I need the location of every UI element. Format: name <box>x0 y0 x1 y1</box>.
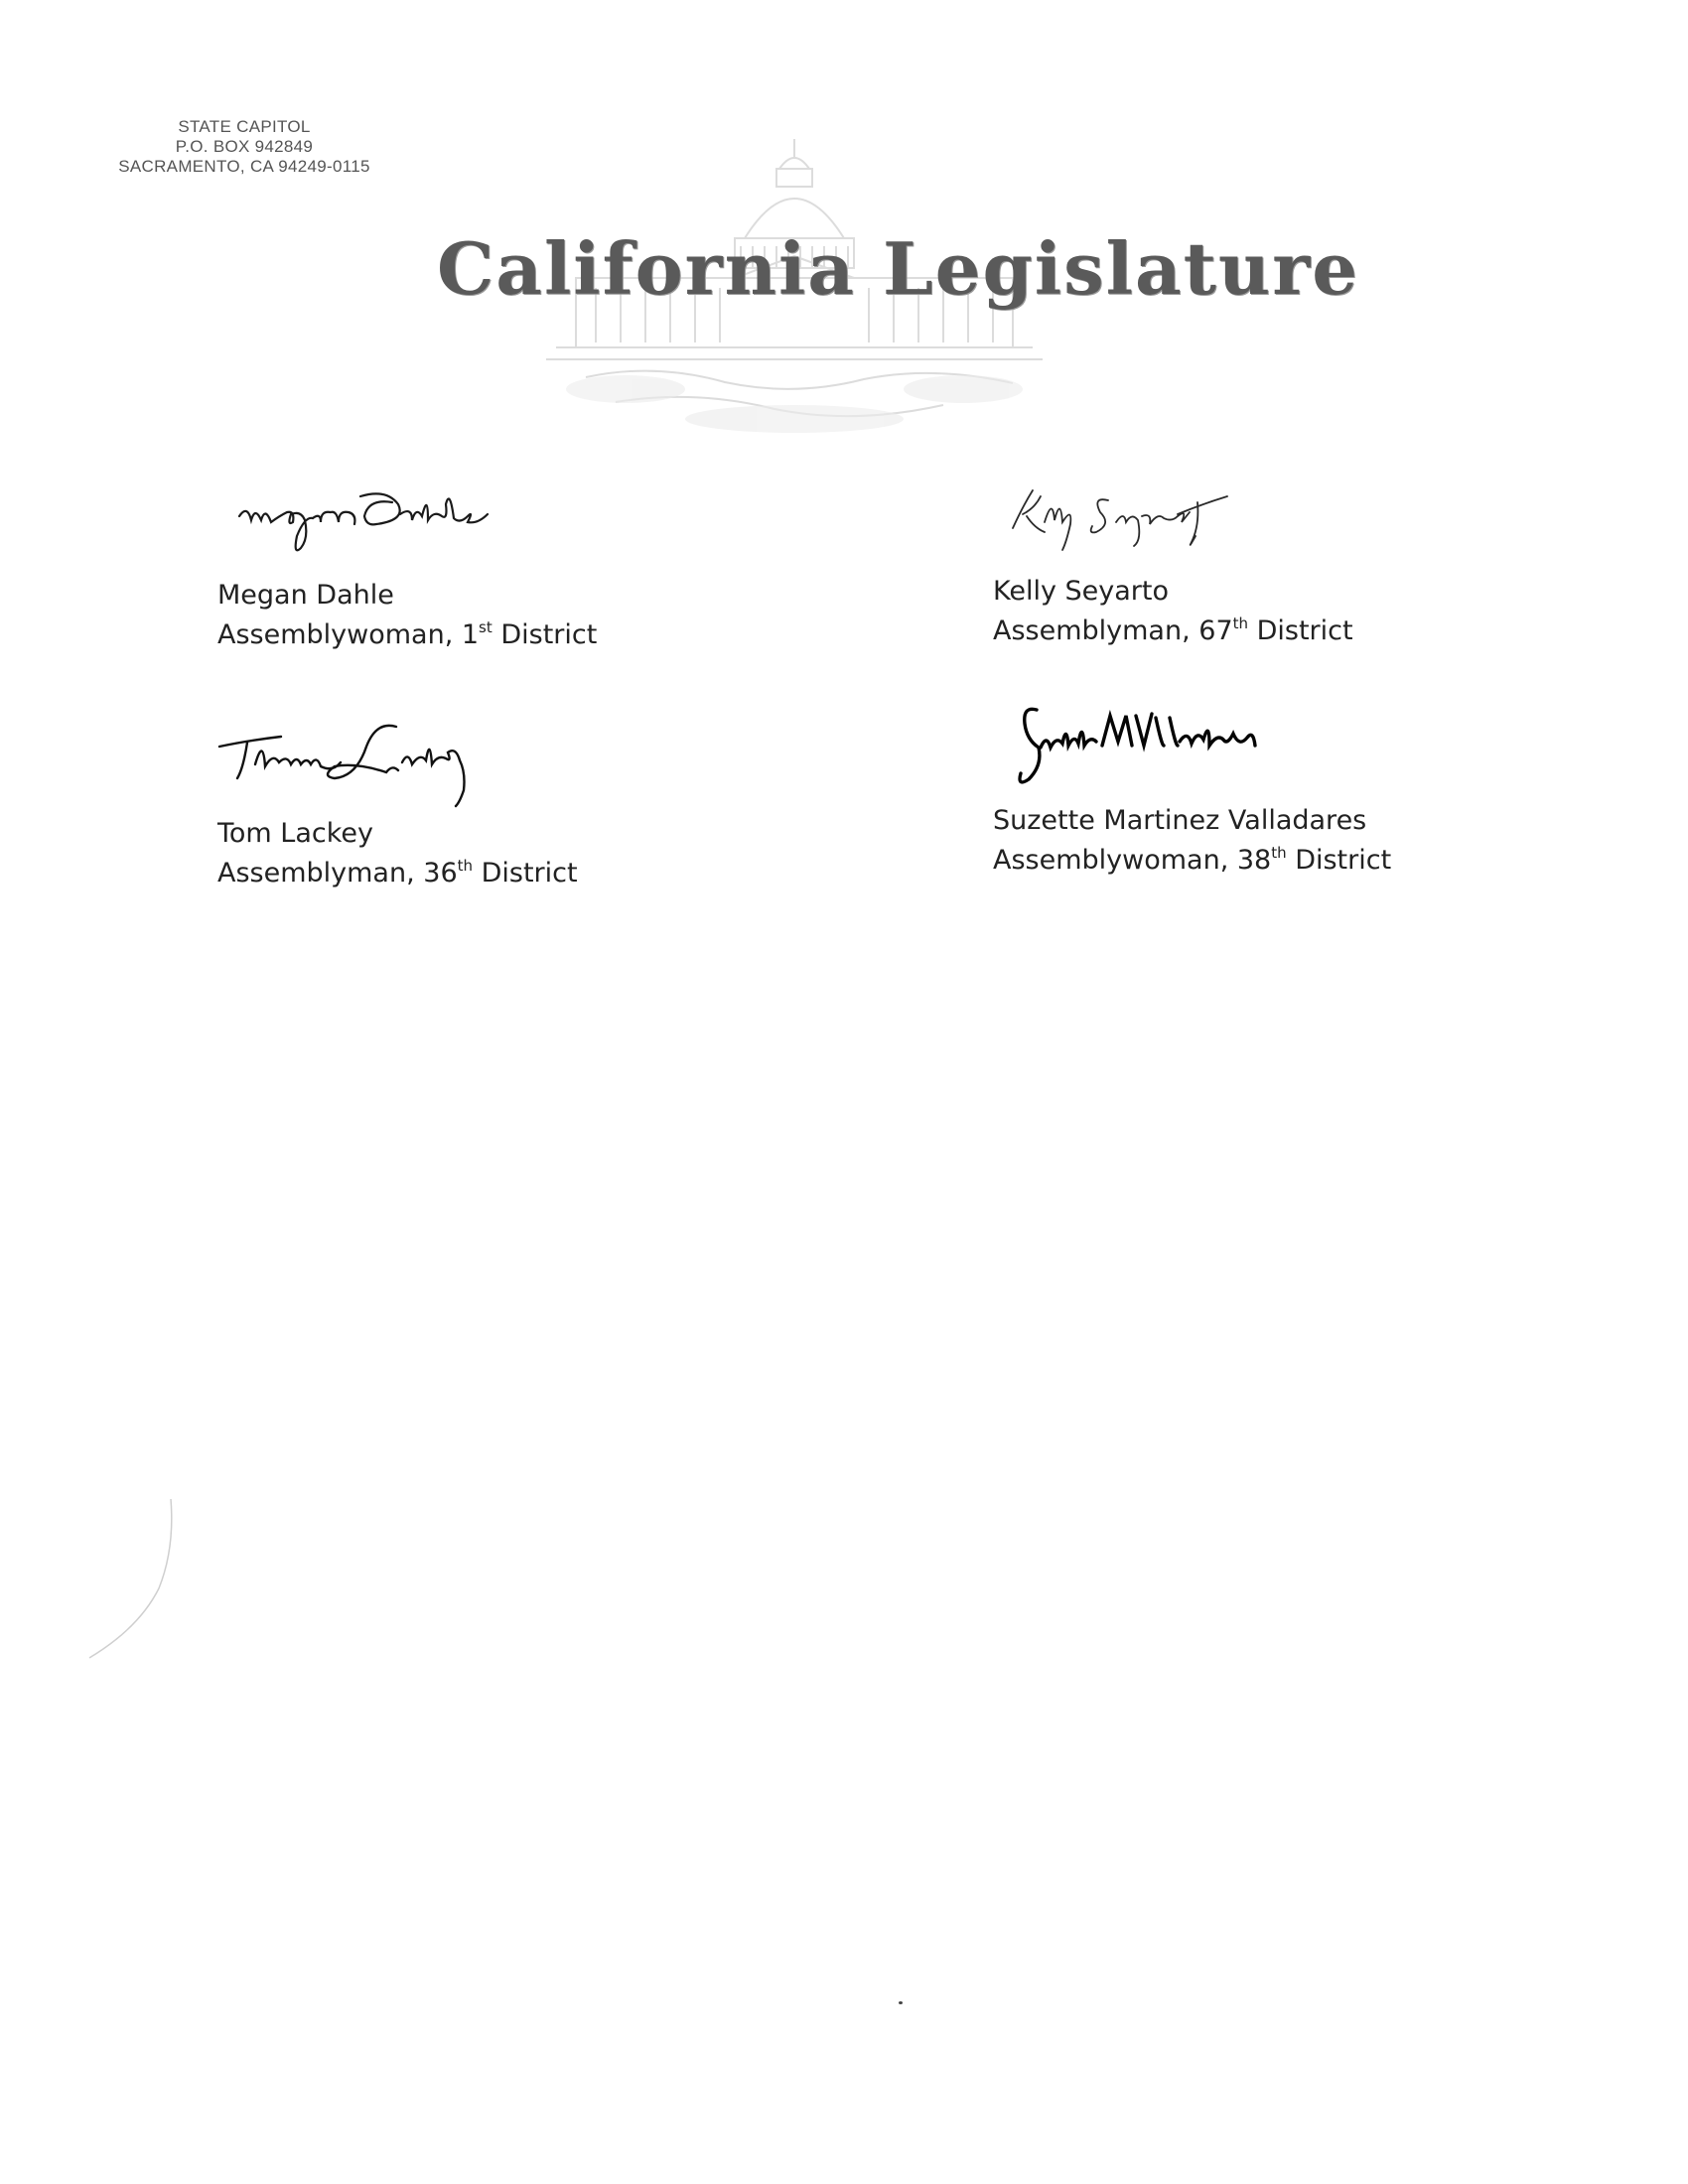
signer-name: Tom Lackey <box>217 818 374 849</box>
paper-crease-mark <box>79 1489 189 1668</box>
letterhead-address <box>99 117 389 177</box>
signer-block <box>217 707 774 893</box>
signature-kelly-seyarto <box>993 467 1331 576</box>
signer-title <box>993 612 1549 651</box>
letterhead-title: California Legislature <box>437 226 1360 311</box>
signer-block <box>217 467 774 655</box>
signer-title <box>217 615 774 655</box>
signer-name: Kelly Seyarto <box>993 576 1170 607</box>
scan-speck <box>899 2001 903 2004</box>
signature-suzette-valladares <box>993 690 1331 799</box>
title-ordinal: th <box>457 857 474 875</box>
title-ordinal: st <box>479 618 492 636</box>
signature-thomas-lackey <box>217 707 555 816</box>
title-prefix: Assemblywoman, 38 <box>993 845 1272 876</box>
signer-title <box>993 841 1549 881</box>
title-end: District <box>1286 845 1392 876</box>
signer-name: Suzette Martinez Valladares <box>993 805 1367 836</box>
address-line: P.O. BOX 942849 <box>175 137 314 156</box>
title-end: District <box>473 858 578 888</box>
address-line: STATE CAPITOL <box>178 117 311 136</box>
address-line: SACRAMENTO, CA 94249-0115 <box>118 157 370 176</box>
signer-block <box>993 467 1549 651</box>
signature-megan-dahle <box>217 467 555 576</box>
title-prefix: Assemblyman, 36 <box>217 858 458 888</box>
signer-name: Megan Dahle <box>217 580 394 611</box>
title-prefix: Assemblyman, 67 <box>993 615 1233 646</box>
signer-block <box>993 690 1549 881</box>
title-end: District <box>492 619 598 650</box>
title-ordinal: th <box>1271 844 1287 862</box>
title-prefix: Assemblywoman, 1 <box>217 619 480 650</box>
signer-title <box>217 854 774 893</box>
title-end: District <box>1248 615 1353 646</box>
title-ordinal: th <box>1232 614 1249 632</box>
